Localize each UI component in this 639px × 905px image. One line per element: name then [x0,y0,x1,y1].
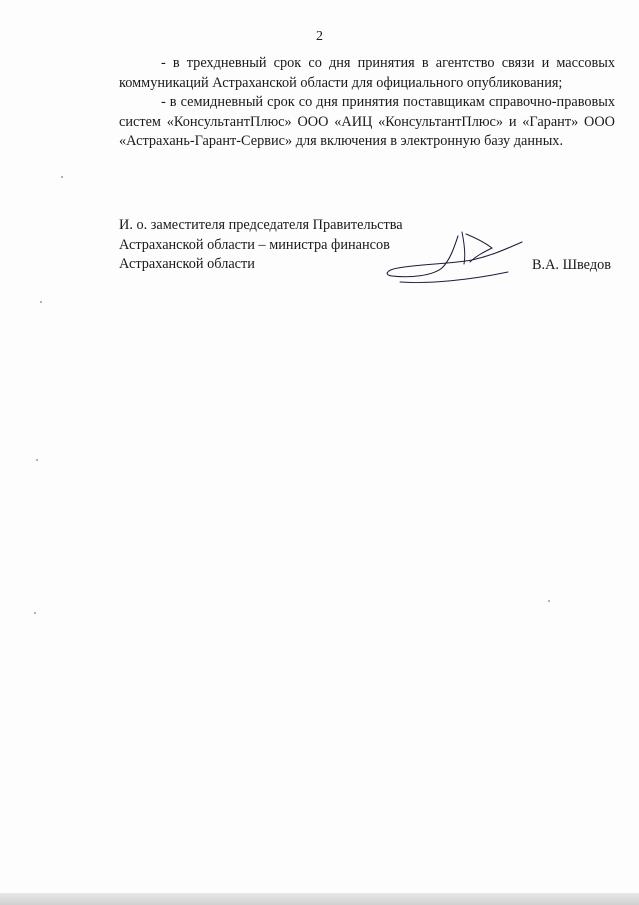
signer-name: В.А. Шведов [532,257,612,273]
scan-bottom-edge [0,893,639,905]
scan-speck [34,612,36,614]
list-item-publication: - в трехдневный срок со дня принятия в агентство связи и массовых коммуникаций Астраханской области для официального опубликования; [119,55,615,91]
list-item-legal-systems: - в семидневный срок со дня принятия поставщикам справочно-правовых систем «КонсультантПлюс» ООО «АИЦ «КонсультантПлюс» и «Гарант» ООО «Астрахань-Гарант-Сервис» для включения в электронную базу данных. [119,94,615,149]
document-body [119,54,615,152]
page-number: 2 [316,29,323,44]
scan-speck [548,600,550,602]
handwritten-signature [380,228,530,290]
signatory-position-line: И. о. заместителя председателя Правительства [119,217,403,233]
signatory-position-line: Астраханской области [119,256,255,272]
scan-speck [61,176,63,178]
signatory-position-line: Астраханской области – министра финансов [119,236,390,253]
scan-speck [40,301,42,303]
scan-speck [36,459,38,461]
signatory-position [119,216,403,275]
